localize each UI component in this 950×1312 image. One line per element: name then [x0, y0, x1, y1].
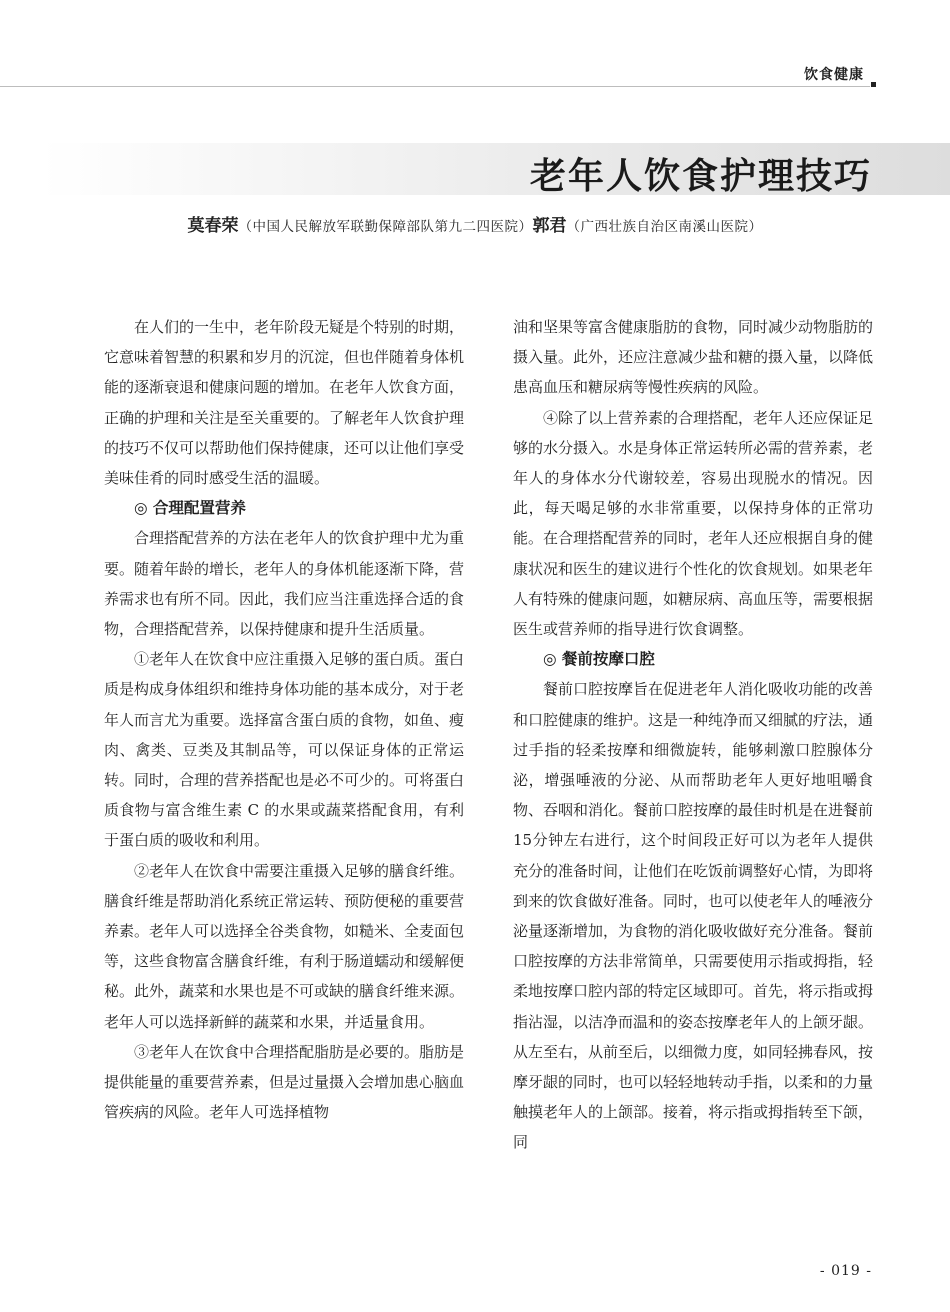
article-title: 老年人饮食护理技巧	[529, 155, 872, 197]
section-heading: ◎ 餐前按摩口腔	[543, 649, 655, 669]
section-tag: 饮食健康	[804, 67, 864, 83]
paragraph: 油和坚果等富含健康脂肪的食物，同时减少动物脂肪的摄入量。此外，还应注意减少盐和糖的摄入量，以降低患高血压和糖尿病等慢性疾病的风险。	[513, 318, 874, 397]
author-name: 郭君	[532, 216, 567, 236]
paragraph: 餐前口腔按摩旨在促进老年人消化吸收功能的改善和口腔健康的维护。这是一种纯净而又细腻的疗法，通过手指的轻柔按摩和细微旋转，能够刺激口腔腺体分泌，增强唾液的分泌、从而帮助老年人更好地咀嚼食物、吞咽和消化。餐前口腔按摩的最佳时机是在进餐前15分钟左右进行，这个时间段正好可以为老年人提供充分的准备时间，让他们在吃饭前调整好心情，为即将到来的饮食做好准备。同时，也可以使老年人的唾液分泌量逐渐增加，为食物的消化吸收做好充分准备。餐前口腔按摩的方法非常简单，只需要使用示指或拇指，轻柔地按摩口腔内部的特定区域即可。首先，将示指或拇指沾湿，以洁净而温和的姿态按摩老年人的上颌牙龈。从左至右，从前至后，以细微力度，如同轻拂春风，按摩牙龈的同时，也可以轻轻地转动手指，以柔和的力量触摸老年人的上颌部。接着，将示指或拇指转至下颌，同	[513, 680, 874, 1152]
byline	[0, 211, 950, 236]
author-name: 莫春荣	[187, 216, 239, 236]
paragraph: ②老年人在饮食中需要注重摄入足够的膳食纤维。膳食纤维是帮助消化系统正常运转、预防便秘的重要营养素。老年人可以选择全谷类食物，如糙米、全麦面包等，这些食物富含膳食纤维，有利于肠道蠕动和缓解便秘。此外，蔬菜和水果也是不可或缺的膳食纤维来源。老年人可以选择新鲜的蔬菜和水果，并适量食用。	[104, 861, 465, 1031]
paragraph: ③老年人在饮食中合理搭配脂肪是必要的。脂肪是提供能量的重要营养素，但是过量摄入会增加患心脑血管疾病的风险。老年人可选择植物	[104, 1042, 465, 1122]
section-heading: ◎ 合理配置营养	[134, 498, 246, 518]
paragraph: ①老年人在饮食中应注重摄入足够的蛋白质。蛋白质是构成身体组织和维持身体功能的基本成分，对于老年人而言尤为重要。选择富含蛋白质的食物，如鱼、瘦肉、禽类、豆类及其制品等，可以保证身体的正常运转。同时，合理的营养搭配也是必不可少的。可将蛋白质食物与富含维生素 C 的水果或蔬菜搭配食用，有利于蛋白质的吸收和利用。	[104, 650, 465, 850]
author-affiliation: （广西壮族自治区南溪山医院）	[566, 219, 763, 235]
paragraph: 在人们的一生中，老年阶段无疑是个特别的时期，它意味着智慧的积累和岁月的沉淀，但也伴随着身体机能的逐渐衰退和健康问题的增加。在老年人饮食方面，正确的护理和关注是至关重要的。了解老年人饮食护理的技巧不仅可以帮助他们保持健康，还可以让他们享受美味佳肴的同时感受生活的温暖。	[104, 318, 465, 488]
paragraph: 合理搭配营养的方法在老年人的饮食护理中尤为重要。随着年龄的增长，老年人的身体机能逐渐下降，营养需求也有所不同。因此，我们应当注重选择合适的食物，合理搭配营养，以保持健康和提升生活质量。	[104, 529, 465, 639]
author-affiliation: （中国人民解放军联勤保障部队第九二四医院）	[238, 219, 533, 235]
section-marker	[871, 82, 876, 87]
page-number: - 019 -	[819, 1263, 872, 1279]
left-column	[104, 312, 464, 1127]
header-rule	[0, 86, 870, 87]
right-column	[513, 312, 873, 1158]
paragraph: ④除了以上营养素的合理搭配，老年人还应保证足够的水分摄入。水是身体正常运转所必需的营养素，老年人的身体水分代谢较差，容易出现脱水的情况。因此，每天喝足够的水非常重要，以保持身体的正常功能。在合理搭配营养的同时，老年人还应根据自身的健康状况和医生的建议进行个性化的饮食规划。如果老年人有特殊的健康问题，如糖尿病、高血压等，需要根据医生或营养师的指导进行饮食调整。	[513, 408, 874, 639]
